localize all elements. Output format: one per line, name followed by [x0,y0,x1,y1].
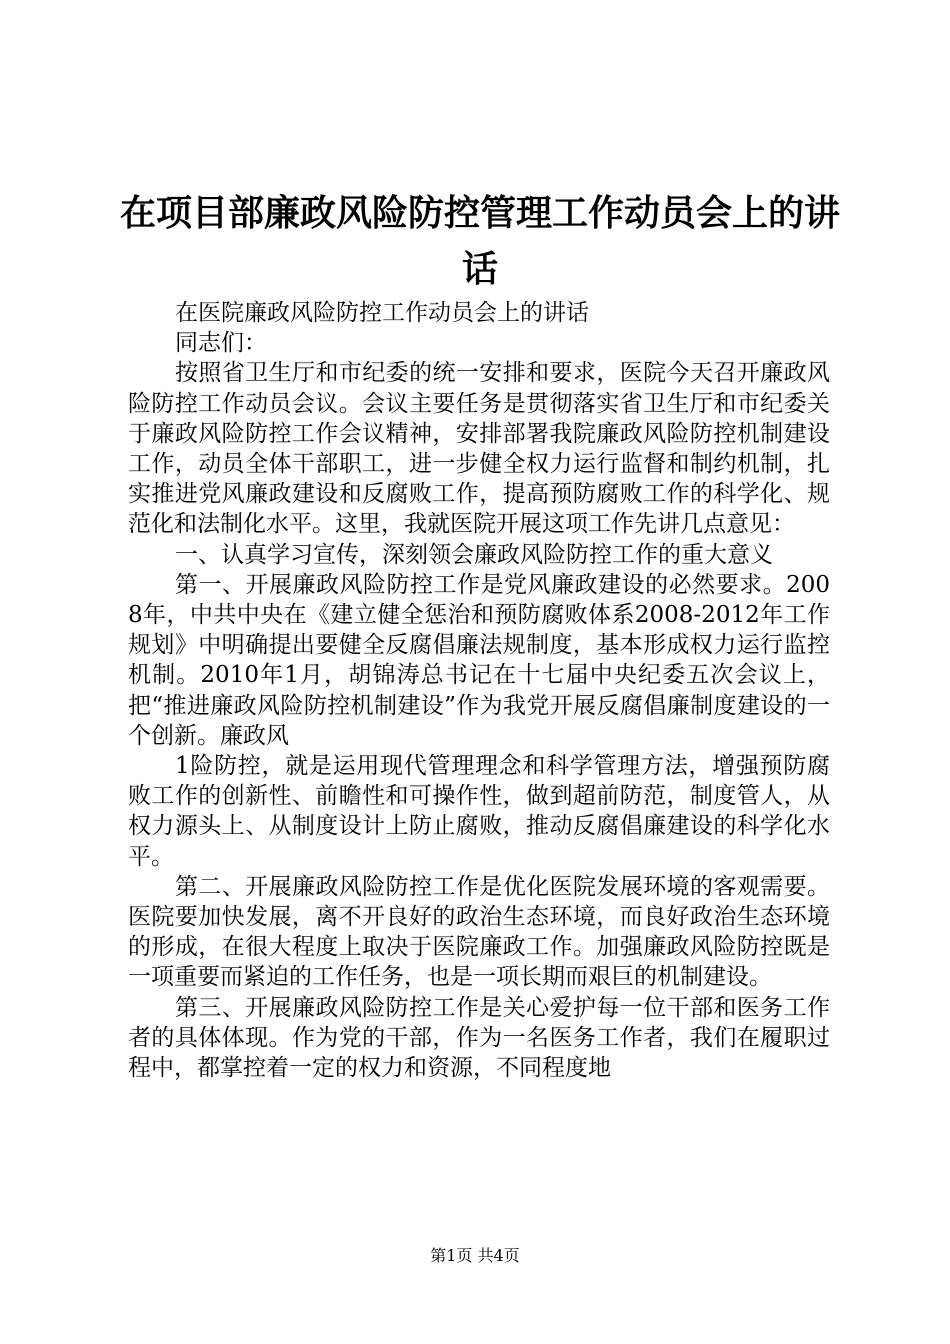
document-title-line-2: 话 [461,249,498,290]
body-paragraph: 按照省卫生厅和市纪委的统一安排和要求，医院今天召开廉政风险防控工作动员会议。会议主要任务是贯彻落实省卫生厅和市纪委关于廉政风险防控工作会议精神，安排部署我院廉政风险防控机制建设工作，动员全体干部职工，进一步健全权力运行监督和制约机制，扎实推进党风廉政建设和反腐败工作，提高预防腐败工作的科学化、规范化和法制化水平。这里，我就医院开展这项工作先讲几点意见： [128,360,830,538]
body-paragraph: 第三、开展廉政风险防控工作是关心爱护每一位干部和医务工作者的具体体现。作为党的干部，作为一名医务工作者，我们在履职过程中，都掌控着一定的权力和资源，不同程度地 [128,994,830,1082]
body-paragraph: 第一、开展廉政风险防控工作是党风廉政建设的必然要求。2008年，中共中央在《建立健全惩治和预防腐败体系2008-2012年工作规划》中明确提出要健全反腐倡廉法规制度，基本形成权力运行监控机制。2010年1月，胡锦涛总书记在十七届中央纪委五次会议上，把“推进廉政风险防控机制建设”作为我党开展反腐倡廉制度建设的一个创新。廉政风 [128,571,830,749]
speech-subtitle: 在医院廉政风险防控工作动员会上的讲话 [175,300,589,326]
document-title [120,186,840,298]
body-paragraph: 1险防控，就是运用现代管理理念和科学管理方法，增强预防腐败工作的创新性、前瞻性和可操作性，做到超前防范，制度管人，从权力源头上、从制度设计上防止腐败，推动反腐倡廉建设的科学化水平。 [128,753,830,870]
document-body [128,298,830,1083]
body-paragraph: 第二、开展廉政风险防控工作是优化医院发展环境的客观需要。医院要加快发展，离不开良好的政治生态环境，而良好政治生态环境的形成，在很大程度上取决于医院廉政工作。加强廉政风险防控既是一项重要而紧迫的工作任务，也是一项长期而艰巨的机制建设。 [128,873,830,991]
salutation: 同志们： [175,330,267,357]
page-number-footer: 第1页 共4页 [430,1246,520,1265]
section-heading: 一、认真学习宣传，深刻领会廉政风险防控工作的重大意义 [175,541,773,568]
document-title-line-1: 在项目部廉政风险防控管理工作动员会上的讲 [120,193,841,234]
